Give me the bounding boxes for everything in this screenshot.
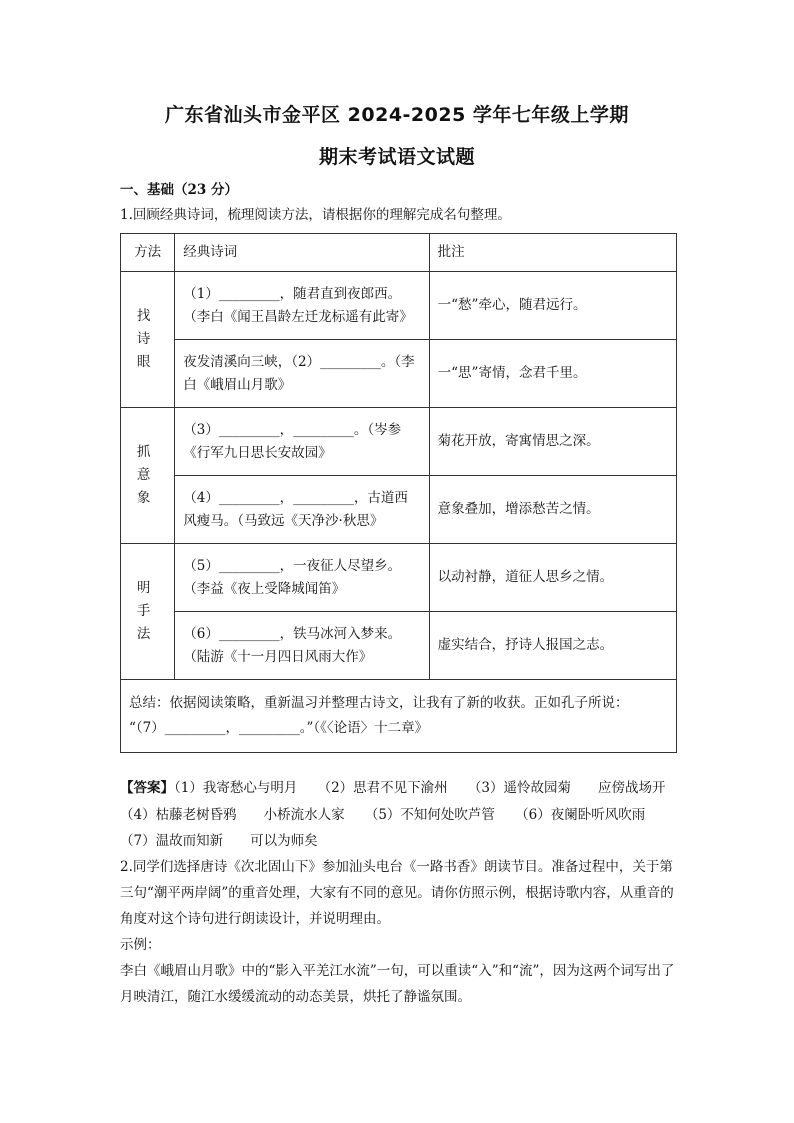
method-cell: 抓意象 xyxy=(121,408,175,544)
poem-cell: 夜发清溪向三峡，（2）_________。（李白《峨眉山月歌》 xyxy=(175,340,429,408)
table-row xyxy=(121,476,677,544)
poem-cell: （4）_________，_________，古道西风瘦马。（马致远《天净沙·秋思》 xyxy=(175,476,429,544)
header-poem: 经典诗词 xyxy=(175,234,429,272)
section-heading: 一、基础（23 分） xyxy=(120,182,238,198)
header-method: 方法 xyxy=(121,234,175,272)
poem-cell: （6）_________，铁马冰河入梦来。（陆游《十一月四日风雨大作》 xyxy=(175,612,429,680)
example-text: 李白《峨眉山月歌》中的“影入平羌江水流”一句，可以重读“入”和“流”，因为这两个词写出了月映清江，随江水缓缓流动的动态美景，烘托了静谧氛围。 xyxy=(120,963,675,1005)
answer-text: （1）我寄愁心与明月 （2）思君不见下渝州 （3）遥怜故园菊 应傍战场开 （4）枯藤老树昏鸦 小桥流水人家 （5）不知何处吹芦管 （6）夜阑卧听风吹雨 （7）温故而知新 可以为师矣 xyxy=(120,780,693,849)
summary-cell xyxy=(121,680,677,753)
summary-line-1: 总结：依据阅读策略，重新温习并整理古诗文，让我有了新的收获。正如孔子所说： xyxy=(129,695,629,711)
question-2-block xyxy=(120,854,678,1010)
example-label: 示例： xyxy=(120,937,161,953)
poem-cell: （5）_________，一夜征人尽望乡。（李益《夜上受降城闻笛》 xyxy=(175,544,429,612)
method-cell: 明手法 xyxy=(121,544,175,680)
table-header-row xyxy=(121,234,677,272)
table-row xyxy=(121,408,677,476)
note-cell: 虚实结合，抒诗人报国之志。 xyxy=(429,612,676,680)
question-1-prompt: 1.回顾经典诗词，梳理阅读方法，请根据你的理解完成名句整理。 xyxy=(120,207,511,223)
note-cell: 一“愁”牵心，随君远行。 xyxy=(429,272,676,340)
poem-table xyxy=(120,233,677,753)
header-note: 批注 xyxy=(429,234,676,272)
answer-label: 【答案】 xyxy=(120,780,174,796)
table-summary-row xyxy=(121,680,677,753)
page-title-line2: 期末考试语文试题 xyxy=(318,146,475,168)
answer-block xyxy=(120,775,693,855)
page-title-line1: 广东省汕头市金平区 2024-2025 学年七年级上学期 xyxy=(165,104,629,126)
table-row xyxy=(121,612,677,680)
note-cell: 以动衬静，道征人思乡之情。 xyxy=(429,544,676,612)
table-row xyxy=(121,272,677,340)
note-cell: 意象叠加，增添愁苦之情。 xyxy=(429,476,676,544)
note-cell: 菊花开放，寄寓情思之深。 xyxy=(429,408,676,476)
summary-line-2: “（7）_________，_________。”（《〈论语〉十二章》 xyxy=(129,720,429,736)
note-cell: 一“思”寄情，念君千里。 xyxy=(429,340,676,408)
poem-cell: （1）_________，随君直到夜郎西。（李白《闻王昌龄左迁龙标遥有此寄》 xyxy=(175,272,429,340)
table-row xyxy=(121,544,677,612)
poem-cell: （3）_________，_________。（岑参《行军九日思长安故园》 xyxy=(175,408,429,476)
table-row xyxy=(121,340,677,408)
method-cell: 找诗眼 xyxy=(121,272,175,408)
question-2-prompt: 2.同学们选择唐诗《次北固山下》参加汕头电台《一路书香》朗读节目。准备过程中，关于第三句“潮平两岸阔”的重音处理，大家有不同的意见。请你仿照示例，根据诗歌内容，从重音的角度对这个诗句进行朗读设计，并说明理由。 xyxy=(120,859,674,927)
